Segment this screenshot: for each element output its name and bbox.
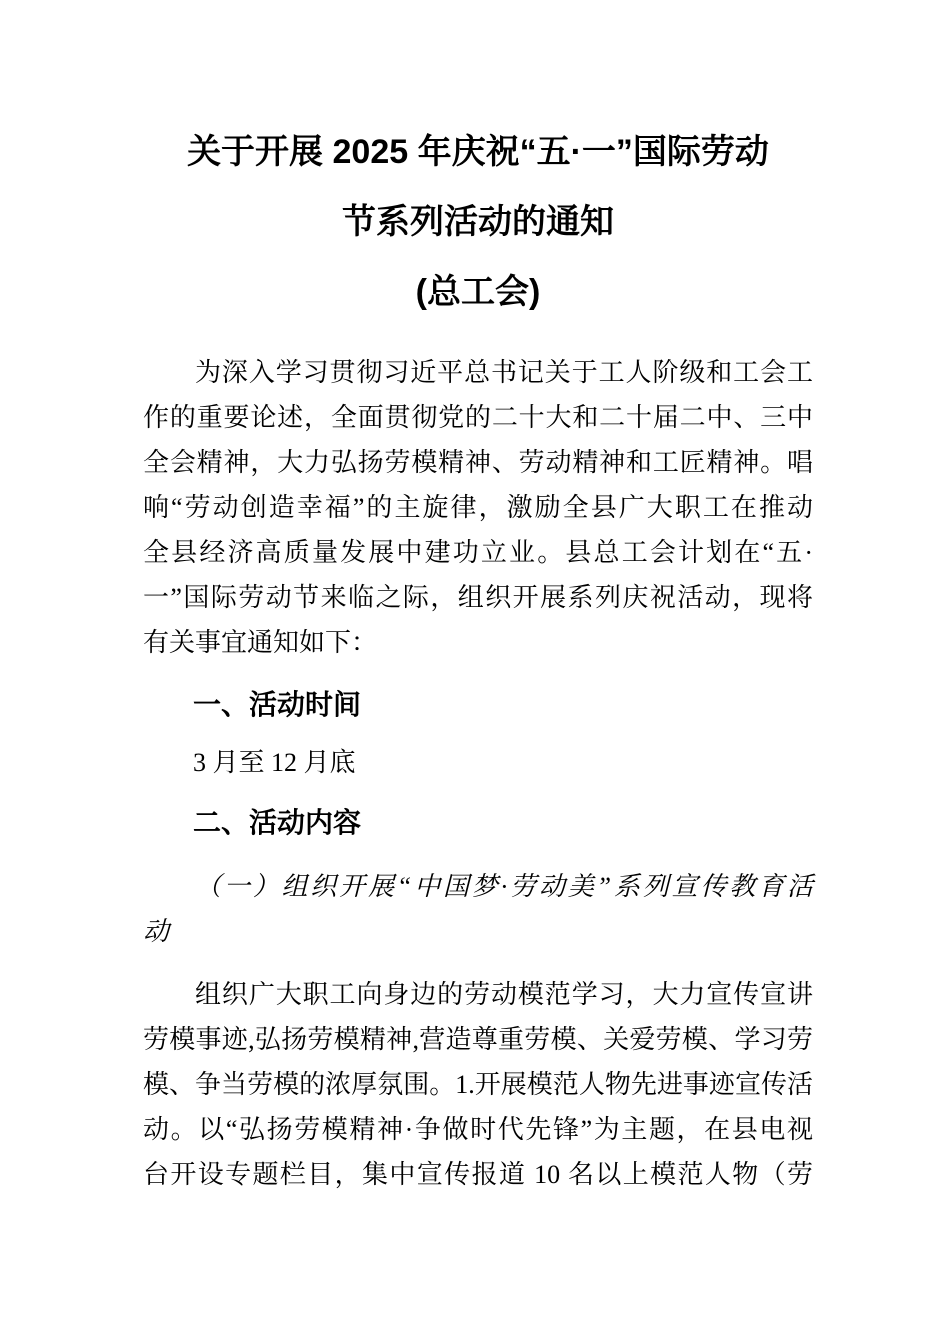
section-1-heading: 一、活动时间 <box>193 689 362 720</box>
paragraph-line: 全县经济高质量发展中建功立业。县总工会计划在“五· <box>143 538 813 567</box>
title-line-1: 关于开展 2025 年庆祝“五·一”国际劳动 <box>187 133 769 171</box>
paragraph-line: 台开设专题栏目，集中宣传报道 10 名以上模范人物（劳 <box>143 1160 813 1189</box>
document-title <box>143 117 813 327</box>
paragraph-line: 组织广大职工向身边的劳动模范学习，大力宣传宣讲 <box>195 980 813 1009</box>
paragraph-line: 为深入学习贯彻习近平总书记关于工人阶级和工会工 <box>195 358 813 387</box>
subsection-heading-line: （一）组织开展“中国梦·劳动美”系列宣传教育活 <box>195 872 813 901</box>
paragraph-line: 动。以“弘扬劳模精神·争做时代先锋”为主题，在县电视 <box>143 1115 813 1144</box>
paragraph-line: 一”国际劳动节来临之际，组织开展系列庆祝活动，现将 <box>143 583 813 612</box>
section-2-paragraph <box>143 972 813 1197</box>
paragraph-line: 劳模事迹,弘扬劳模精神,营造尊重劳模、关爱劳模、学习劳 <box>143 1025 813 1054</box>
subsection-1-heading <box>143 864 813 954</box>
paragraph-line: 有关事宜通知如下： <box>143 628 378 657</box>
section-2-heading: 二、活动内容 <box>193 807 362 838</box>
paragraph-line: 全会精神，大力弘扬劳模精神、劳动精神和工匠精神。唱 <box>143 448 813 477</box>
section-1-time: 3 月至 12 月底 <box>193 748 356 777</box>
paragraph-line: 响“劳动创造幸福”的主旋律，激励全县广大职工在推动 <box>143 493 813 522</box>
paragraph-line: 作的重要论述，全面贯彻党的二十大和二十届二中、三中 <box>143 403 813 432</box>
title-line-3-org: (总工会) <box>415 273 541 311</box>
subsection-heading-line: 动 <box>143 917 170 946</box>
title-line-2: 节系列活动的通知 <box>342 203 614 241</box>
paragraph-line: 模、争当劳模的浓厚氛围。1.开展模范人物先进事迹宣传活 <box>143 1070 813 1099</box>
intro-paragraph <box>143 350 813 665</box>
